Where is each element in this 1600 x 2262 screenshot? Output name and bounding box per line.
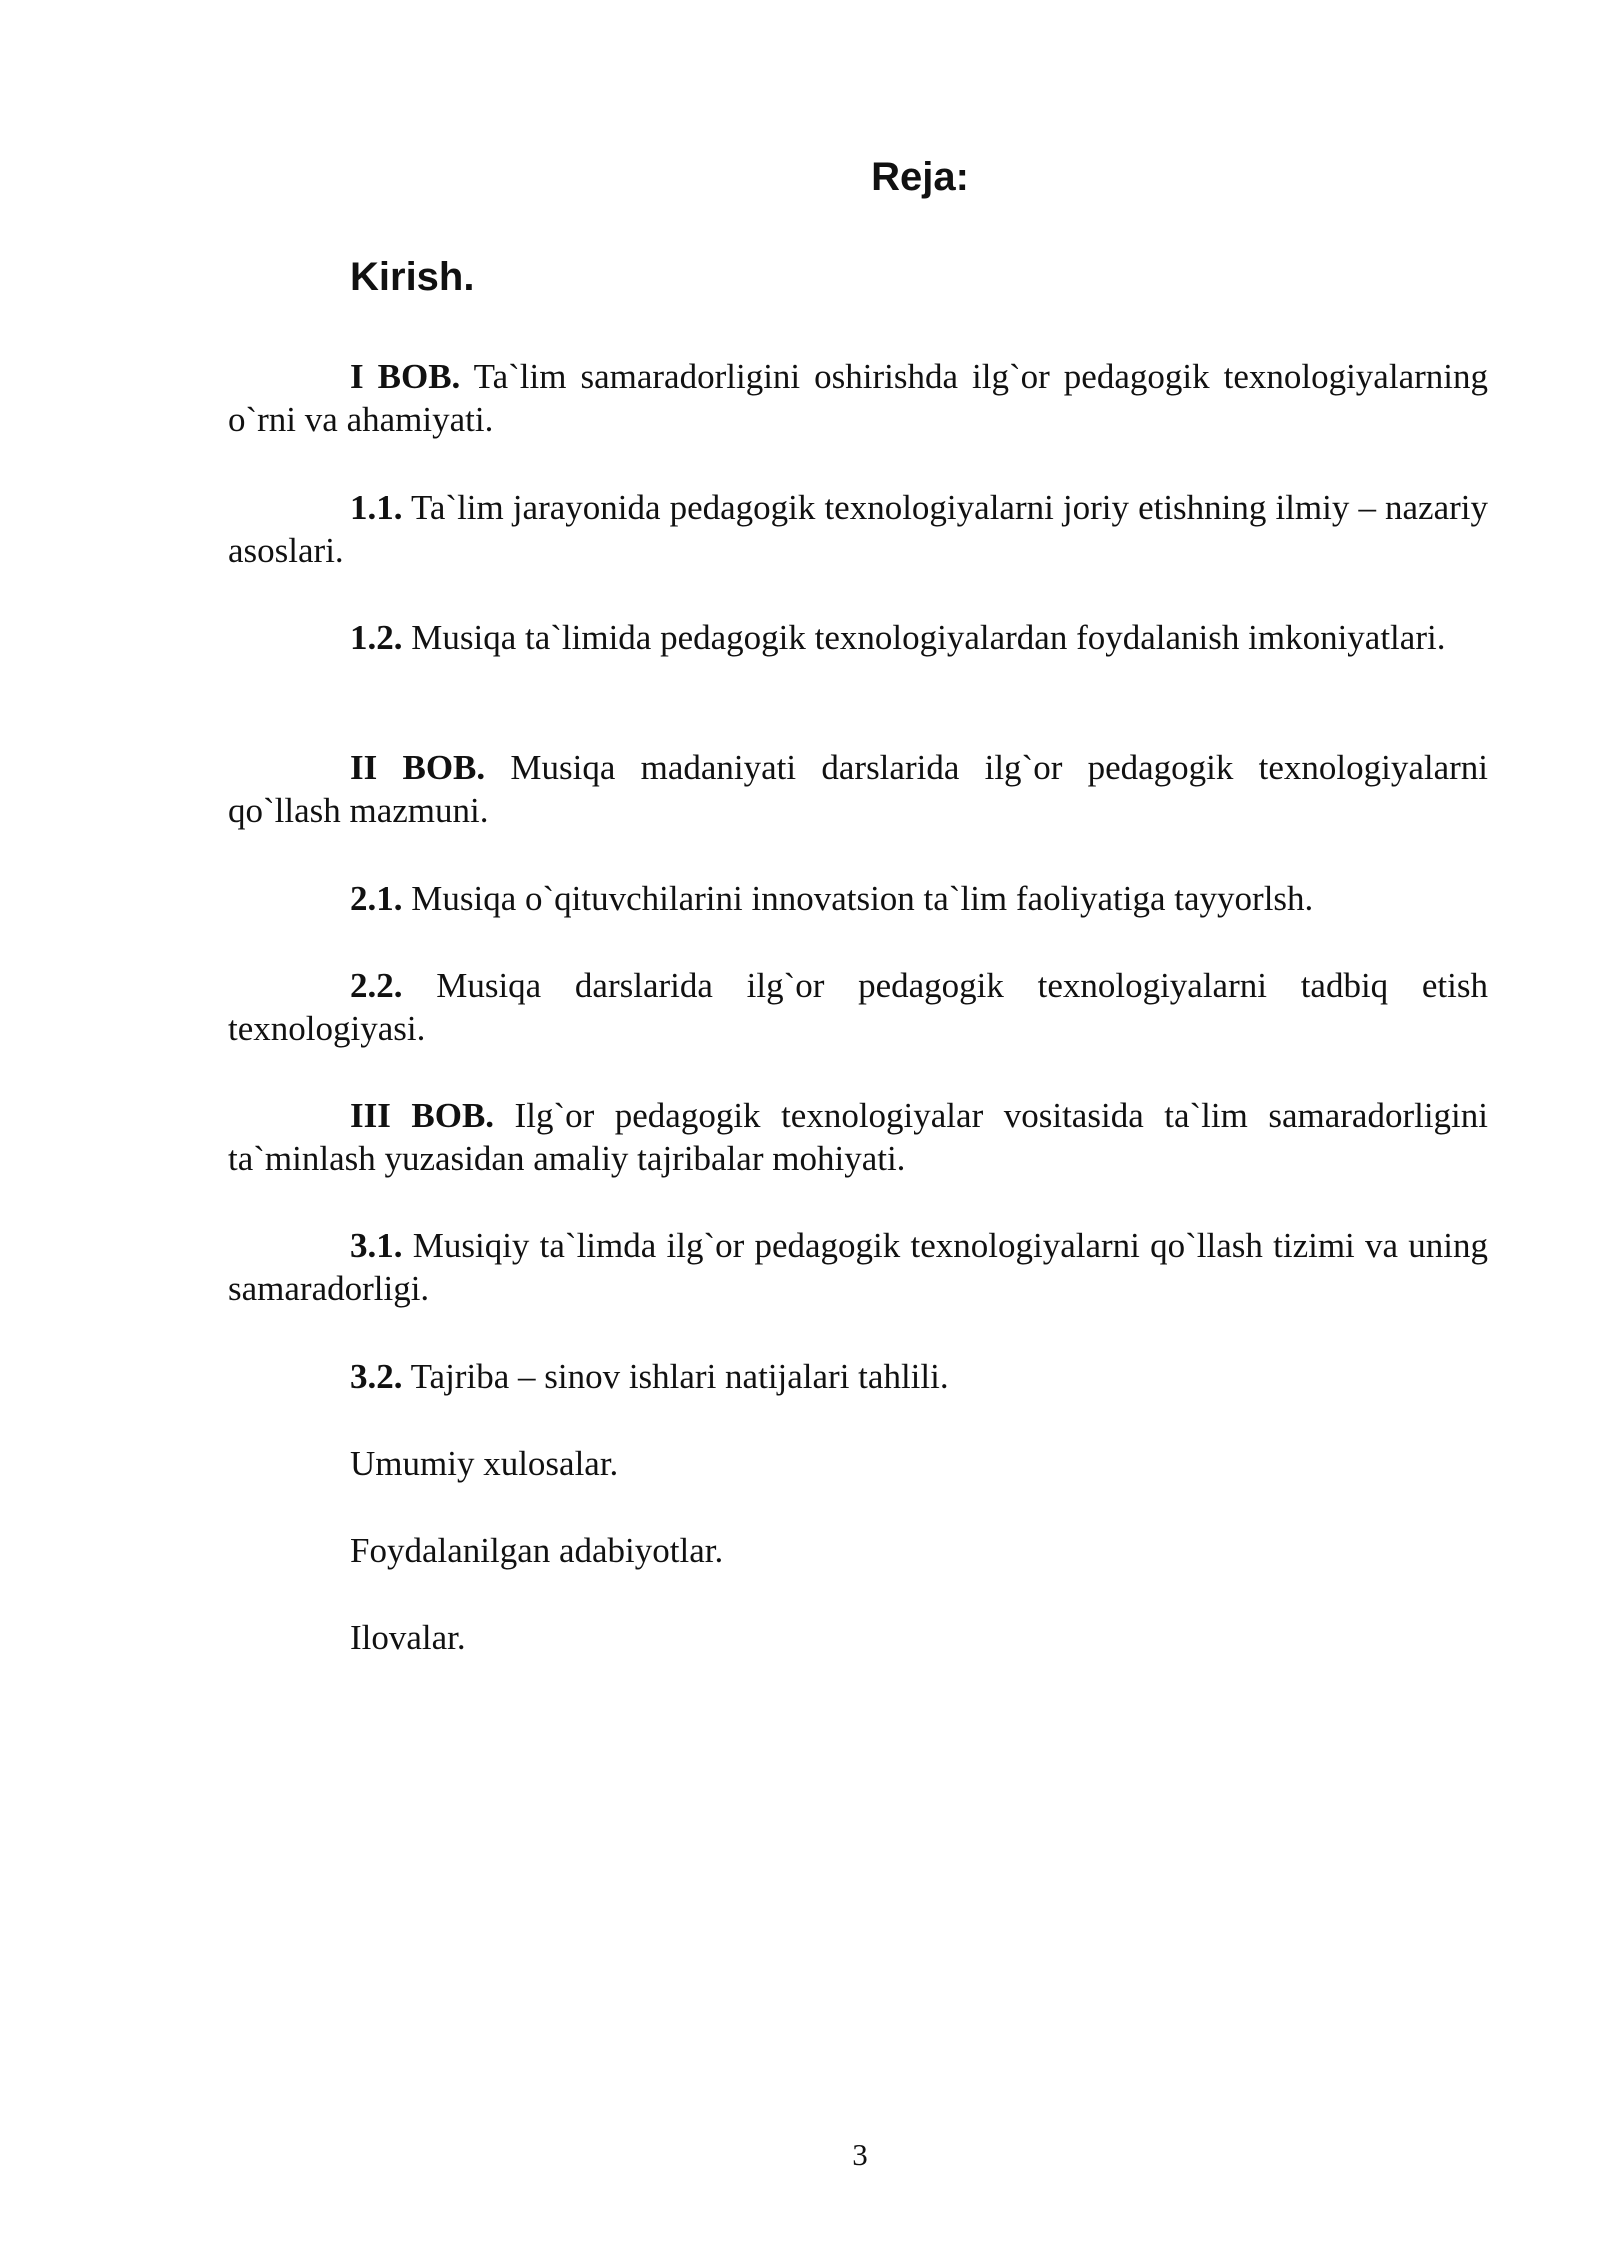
toc-entry-number: III BOB. <box>350 1096 495 1135</box>
toc-entry-number: I BOB. <box>350 357 461 396</box>
toc-entry-chapter-2 <box>228 746 1488 832</box>
intro-heading: Kirish. <box>350 255 475 299</box>
toc-entry-2-1 <box>228 877 1488 920</box>
toc-entry-text: Ta`lim jarayonida pedagogik texnologiyalarni joriy etishning ilmiy – nazariy asoslari. <box>228 488 1488 570</box>
toc-entry-3-1 <box>228 1224 1488 1310</box>
toc-conclusions: Umumiy xulosalar. <box>350 1444 619 1483</box>
toc-appendices: Ilovalar. <box>350 1618 466 1657</box>
toc-entry-text: Musiqa madaniyati darslarida ilg`or pedagogik texnologiyalarni qo`llash mazmuni. <box>228 748 1489 830</box>
toc-entry-3-2 <box>228 1355 1488 1398</box>
toc-entry-number: 3.2. <box>350 1357 403 1396</box>
toc-entry-chapter-3 <box>228 1094 1488 1180</box>
toc-entry-number: 2.1. <box>350 879 403 918</box>
toc-entry-number: II BOB. <box>350 748 486 787</box>
toc-entry-text: Musiqa o`qituvchilarini innovatsion ta`lim faoliyatiga tayyorlsh. <box>402 879 1314 918</box>
toc-entry-number: 2.2. <box>350 966 403 1005</box>
toc-entry-text: Ilg`or pedagogik texnologiyalar vositasida ta`lim samaradorligini ta`minlash yuzasidan amaliy tajribalar mohiyati. <box>228 1096 1488 1178</box>
toc-entry-text: Ta`lim samaradorligini oshirishda ilg`or pedagogik texnologiyalarning o`rni va ahamiyati. <box>228 357 1488 439</box>
toc-references: Foydalanilgan adabiyotlar. <box>350 1531 724 1570</box>
plan-title: Reja: <box>871 155 969 199</box>
toc-entry-chapter-1 <box>228 355 1488 441</box>
toc-entry-text: Musiqa ta`limida pedagogik texnologiyalardan foydalanish imkoniyatlari. <box>402 618 1446 657</box>
toc-entry-text: Tajriba – sinov ishlari natijalari tahlili. <box>402 1357 949 1396</box>
toc-entry-2-2 <box>228 964 1488 1050</box>
toc-entry-text: Musiqa darslarida ilg`or pedagogik texnologiyalarni tadbiq etish texnologiyasi. <box>228 966 1488 1048</box>
toc-entry-number: 1.1. <box>350 488 403 527</box>
page-number: 3 <box>852 2137 868 2172</box>
toc-entry-1-2 <box>228 616 1488 659</box>
toc-entry-number: 1.2. <box>350 618 403 657</box>
toc-entry-1-1 <box>228 486 1488 572</box>
toc-entry-text: Musiqiy ta`limda ilg`or pedagogik texnologiyalarni qo`llash tizimi va uning samaradorligi. <box>228 1226 1488 1308</box>
toc-entry-number: 3.1. <box>350 1226 403 1265</box>
plan-title-container <box>0 152 1600 202</box>
